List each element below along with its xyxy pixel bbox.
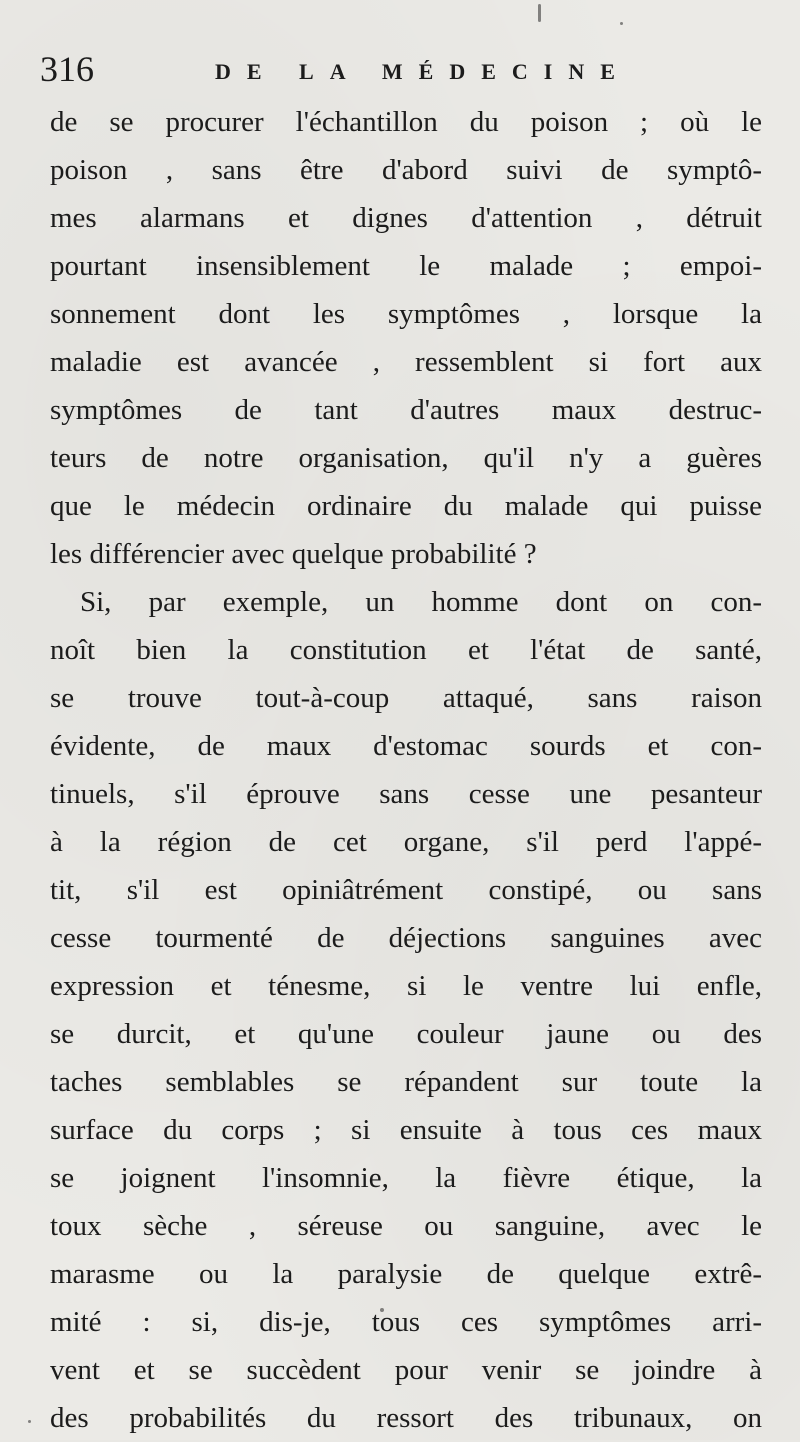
text-line: que le médecin ordinaire du malade qui puisse bbox=[50, 490, 762, 522]
page-number: 316 bbox=[40, 49, 94, 89]
paragraph-1 bbox=[50, 98, 762, 578]
paragraph-2 bbox=[50, 578, 762, 1442]
text-line: expression et ténesme, si le ventre lui enfle, bbox=[50, 970, 762, 1002]
ink-speck bbox=[538, 4, 541, 22]
text-line: taches semblables se répandent sur toute la bbox=[50, 1066, 762, 1098]
text-line: se durcit, et qu'une couleur jaune ou des bbox=[50, 1018, 762, 1050]
text-line: symptômes de tant d'autres maux destruc- bbox=[50, 394, 762, 426]
text-line: Si, par exemple, un homme dont on con- bbox=[80, 586, 762, 618]
running-head: DE LA MÉDECINE bbox=[215, 59, 631, 84]
text-line: se joignent l'insomnie, la fièvre étique, la bbox=[50, 1162, 762, 1194]
text-line: surface du corps ; si ensuite à tous ces maux bbox=[50, 1114, 762, 1146]
text-line: maladie est avancée , ressemblent si fort aux bbox=[50, 346, 762, 378]
text-line: toux sèche , séreuse ou sanguine, avec le bbox=[50, 1210, 762, 1242]
ink-speck bbox=[28, 1420, 31, 1423]
text-line: sonnement dont les symptômes , lorsque la bbox=[50, 298, 762, 330]
text-line: les différencier avec quelque probabilité ? bbox=[50, 538, 537, 570]
text-line: poison , sans être d'abord suivi de symptô- bbox=[50, 154, 762, 186]
page-header bbox=[40, 44, 760, 94]
text-line: teurs de notre organisation, qu'il n'y a guères bbox=[50, 442, 762, 474]
text-line: à la région de cet organe, s'il perd l'appé- bbox=[50, 826, 762, 858]
text-line: noît bien la constitution et l'état de santé, bbox=[50, 634, 762, 666]
text-line: se trouve tout-à-coup attaqué, sans raison bbox=[50, 682, 762, 714]
text-line: pourtant insensiblement le malade ; empoi- bbox=[50, 250, 762, 282]
text-line: marasme ou la paralysie de quelque extrê- bbox=[50, 1258, 762, 1290]
text-line: de se procurer l'échantillon du poison ; où le bbox=[50, 106, 762, 138]
text-line: des probabilités du ressort des tribunaux, on bbox=[50, 1402, 762, 1434]
text-line: mité : si, dis-je, tous ces symptômes arri- bbox=[50, 1306, 762, 1338]
text-line: évidente, de maux d'estomac sourds et con- bbox=[50, 730, 762, 762]
ink-speck bbox=[620, 22, 623, 25]
text-line: tinuels, s'il éprouve sans cesse une pesanteur bbox=[50, 778, 762, 810]
text-line: vent et se succèdent pour venir se joindre à bbox=[50, 1354, 762, 1386]
text-line: tit, s'il est opiniâtrément constipé, ou sans bbox=[50, 874, 762, 906]
body-text bbox=[50, 98, 762, 1442]
text-line: mes alarmans et dignes d'attention , détruit bbox=[50, 202, 762, 234]
text-line: cesse tourmenté de déjections sanguines avec bbox=[50, 922, 762, 954]
